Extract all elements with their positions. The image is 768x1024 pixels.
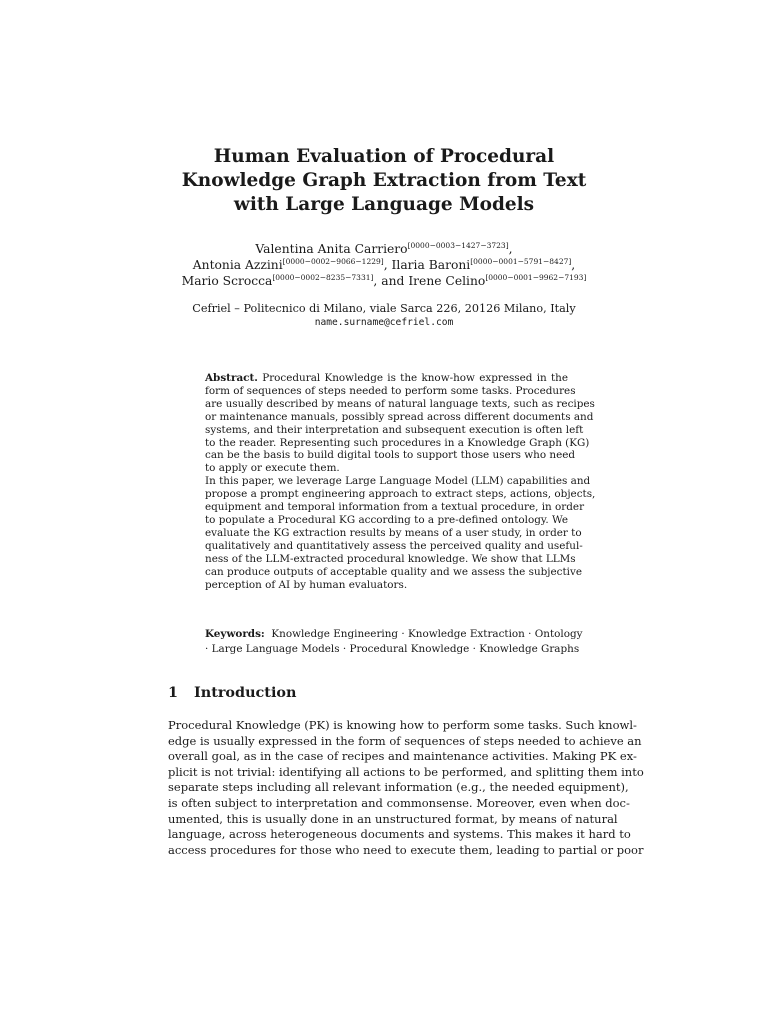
body-line: edge is usually expressed in the form of sequences of steps needed to achieve an xyxy=(168,733,642,748)
abstract-line: are usually described by means of natural language texts, such as recipes xyxy=(205,397,595,410)
author-name: Ilaria Baroni xyxy=(391,258,471,272)
keywords-label: Keywords: xyxy=(205,628,265,640)
keywords xyxy=(205,627,583,657)
orcid-id: [0000−0002−9066−1229] xyxy=(282,257,384,266)
abstract-line: Abstract. Procedural Knowledge is the know-how expressed in the xyxy=(205,372,568,384)
abstract-line: propose a prompt engineering approach to extract steps, actions, objects, xyxy=(205,488,596,501)
author-line: Valentina Anita Carriero[0000−0003−1427−3723], xyxy=(255,241,513,256)
author-name: Valentina Anita Carriero xyxy=(255,242,408,256)
author-list xyxy=(0,241,768,289)
abstract xyxy=(205,372,596,591)
author-name: Antonia Azzini xyxy=(192,258,283,272)
title-line: Knowledge Graph Extraction from Text xyxy=(181,170,587,191)
author-name: Mario Scrocca xyxy=(181,274,273,288)
author-name: Irene Celino xyxy=(408,274,486,288)
body-line: umented, this is usually done in an unstructured format, by means of natural xyxy=(168,811,618,826)
abstract-line: to populate a Procedural KG according to a pre-defined ontology. We xyxy=(205,513,568,526)
paper-title xyxy=(0,145,768,217)
orcid-id: [0000−0001−9962−7193] xyxy=(485,273,587,282)
abstract-line: to the reader. Representing such procedures in a Knowledge Graph (KG) xyxy=(205,436,590,449)
affiliation: Cefriel – Politecnico di Milano, viale Sarca 226, 20126 Milano, Italy xyxy=(192,302,576,315)
abstract-line: perception of AI by human evaluators. xyxy=(205,578,408,591)
abstract-label: Abstract. xyxy=(205,372,258,384)
abstract-line: evaluate the KG extraction results by means of a user study, in order to xyxy=(205,526,582,539)
abstract-line: equipment and temporal information from a textual procedure, in order xyxy=(205,501,585,514)
email-address: name.surname@cefriel.com xyxy=(314,317,454,328)
section-title: Introduction xyxy=(194,684,297,701)
title-line: Human Evaluation of Procedural xyxy=(213,146,555,167)
orcid-id: [0000−0001−5791−8427] xyxy=(470,257,572,266)
abstract-line: can be the basis to build digital tools to support those users who need xyxy=(205,449,576,462)
abstract-line: ness of the LLM-extracted procedural knowledge. We show that LLMs xyxy=(205,552,576,565)
abstract-line: or maintenance manuals, possibly spread across different documents and xyxy=(205,410,594,423)
keywords-line: Keywords: Knowledge Engineering · Knowledge Extraction · Ontology xyxy=(205,628,583,640)
body-line: overall goal, as in the case of recipes and maintenance activities. Making PK ex- xyxy=(168,749,637,764)
abstract-line: can produce outputs of acceptable quality and we assess the subjective xyxy=(205,565,583,578)
title-line: with Large Language Models xyxy=(233,194,535,215)
body-line: plicit is not trivial: identifying all actions to be performed, and splitting them into xyxy=(168,764,644,779)
introduction-text xyxy=(168,718,644,858)
section-number: 1 xyxy=(168,684,179,701)
abstract-line: In this paper, we leverage Large Language Model (LLM) capabilities and xyxy=(205,475,591,488)
body-line: Procedural Knowledge (PK) is knowing how to perform some tasks. Such knowl- xyxy=(168,718,637,732)
body-line: language, across heterogeneous documents and systems. This makes it hard to xyxy=(168,827,631,842)
abstract-line: to apply or execute them. xyxy=(205,462,340,475)
abstract-line: form of sequences of steps needed to perform some tasks. Procedures xyxy=(205,384,576,397)
author-line: Antonia Azzini[0000−0002−9066−1229], Ilaria Baroni[0000−0001−5791−8427], xyxy=(192,257,576,272)
body-line: access procedures for those who need to execute them, leading to partial or poor xyxy=(168,842,644,857)
author-line: Mario Scrocca[0000−0002−8235−7331], and Irene Celino[0000−0001−9962−7193] xyxy=(181,273,587,288)
abstract-line: systems, and their interpretation and subsequent execution is often left xyxy=(205,423,584,436)
abstract-line: qualitatively and quantitatively assess the perceived quality and useful- xyxy=(205,539,583,552)
orcid-id: [0000−0003−1427−3723] xyxy=(407,241,509,250)
affiliation-block xyxy=(0,302,768,330)
section-heading xyxy=(168,684,604,701)
orcid-id: [0000−0002−8235−7331] xyxy=(272,273,374,282)
body-line: is often subject to interpretation and commonsense. Moreover, even when doc- xyxy=(168,795,630,810)
keywords-line: · Large Language Models · Procedural Knowledge · Knowledge Graphs xyxy=(205,643,580,655)
body-line: separate steps including all relevant information (e.g., the needed equipment), xyxy=(168,780,629,795)
